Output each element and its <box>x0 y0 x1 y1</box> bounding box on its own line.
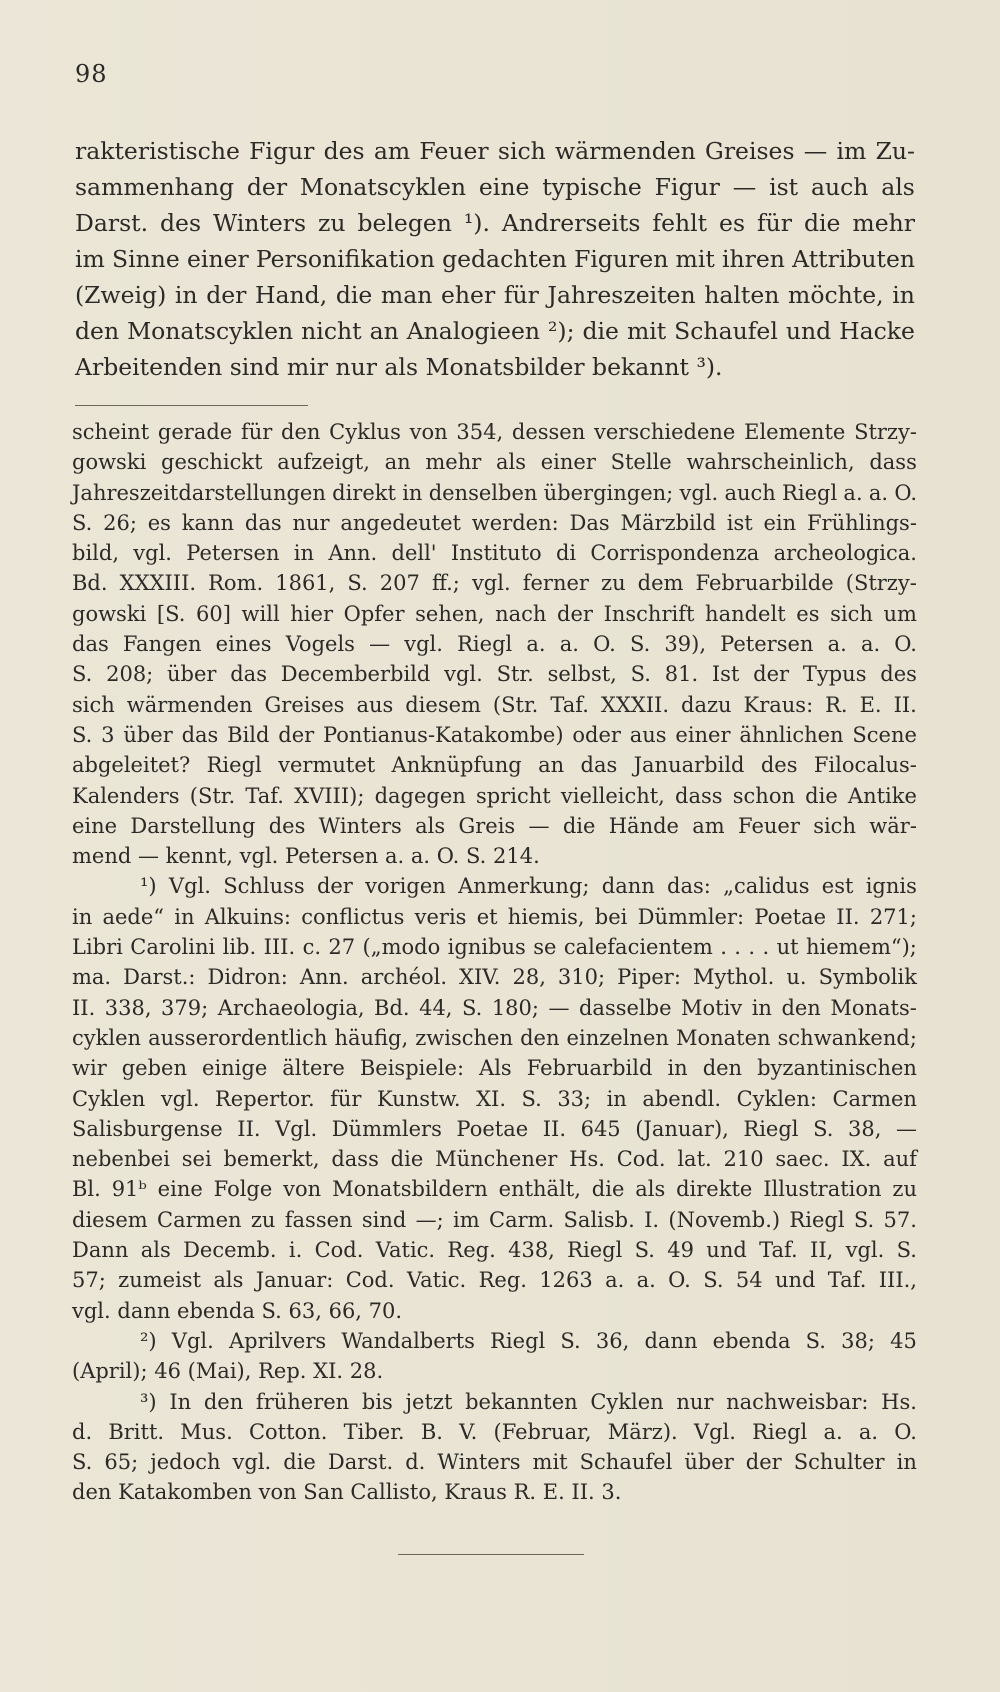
main-line: Arbeitenden sind mir nur als Monatsbilder bekannt ³). <box>75 353 723 381</box>
footnote-line: das Fangen eines Vogels — vgl. Riegl a. a. O. S. 39), Petersen a. a. O. <box>72 632 917 657</box>
footnote-line: Dann als Decemb. i. Cod. Vatic. Reg. 438, Riegl S. 49 und Taf. II, vgl. S. <box>72 1238 917 1263</box>
footnote-line: sich wärmenden Greises aus diesem (Str. Taf. XXXII. dazu Kraus: R. E. II. <box>72 692 917 717</box>
main-line: sammenhang der Monatscyklen eine typische Figur — ist auch als <box>75 173 915 201</box>
main-line: (Zweig) in der Hand, die man eher für Jahreszeiten halten möchte, in <box>75 281 915 309</box>
main-line: Darst. des Winters zu belegen ¹). Andrerseits fehlt es für die mehr <box>75 209 915 237</box>
footnote-line: 57; zumeist als Januar: Cod. Vatic. Reg. 1263 a. a. O. S. 54 und Taf. III., <box>72 1268 917 1293</box>
main-line: im Sinne einer Personifikation gedachten Figuren mit ihren Attributen <box>75 245 915 273</box>
footnote-line: Bl. 91ᵇ eine Folge von Monatsbildern enthält, die als direkte Illustration zu <box>72 1177 917 1202</box>
footnote-line: Salisburgense II. Vgl. Dümmlers Poetae II. 645 (Januar), Riegl S. 38, — <box>72 1116 917 1141</box>
footnote-line: gowski geschickt aufzeigt, an mehr als einer Stelle wahrscheinlich, dass <box>72 450 917 475</box>
main-text-block <box>75 133 915 385</box>
footnote-line: gowski [S. 60] will hier Opfer sehen, nach der Inschrift handelt es sich um <box>72 601 917 626</box>
footnote-line: in aede“ in Alkuins: conflictus veris et hiemis, bei Dümmler: Poetae II. 271; <box>72 904 917 929</box>
footnote-line: S. 65; jedoch vgl. die Darst. d. Winters mit Schaufel über der Schulter in <box>72 1450 917 1475</box>
footnote-2-start: ²) Vgl. Aprilvers Wandalberts Riegl S. 36, dann ebenda S. 38; 45 <box>140 1328 917 1353</box>
footnote-line: den Katakomben von San Callisto, Kraus R. E. II. 3. <box>72 1480 622 1505</box>
footnotes-block <box>72 417 917 1508</box>
footnote-line: d. Britt. Mus. Cotton. Tiber. B. V. (Februar, März). Vgl. Riegl a. a. O. <box>72 1419 917 1444</box>
footnote-line: Kalenders (Str. Taf. XVIII); dagegen spricht vielleicht, dass schon die Antike <box>72 783 917 808</box>
footnote-line: wir geben einige ältere Beispiele: Als Februarbild in den byzantinischen <box>72 1056 917 1081</box>
footnote-3-start: ³) In den früheren bis jetzt bekannten Cyklen nur nachweisbar: Hs. <box>140 1389 917 1414</box>
footnote-line: eine Darstellung des Winters als Greis — die Hände am Feuer sich wär- <box>72 813 917 838</box>
footnote-line: mend — kennt, vgl. Petersen a. a. O. S. 214. <box>72 844 540 869</box>
footnote-line: bild, vgl. Petersen in Ann. dell' Instituto di Corrispondenza archeologica. <box>72 541 917 566</box>
footnote-line: vgl. dann ebenda S. 63, 66, 70. <box>72 1298 403 1323</box>
footnote-1-start: ¹) Vgl. Schluss der vorigen Anmerkung; dann das: „calidus est ignis <box>140 874 917 899</box>
footnote-line: (April); 46 (Mai), Rep. XI. 28. <box>72 1359 384 1384</box>
page-number: 98 <box>75 60 108 88</box>
end-rule <box>398 1554 584 1555</box>
footnote-line: cyklen ausserordentlich häufig, zwischen den einzelnen Monaten schwankend; <box>72 1025 917 1050</box>
footnote-line: Jahreszeitdarstellungen direkt in denselben übergingen; vgl. auch Riegl a. a. O. <box>72 480 917 505</box>
footnote-line: S. 3 über das Bild der Pontianus-Katakombe) oder aus einer ähnlichen Scene <box>72 722 917 747</box>
footnote-line: nebenbei sei bemerkt, dass die Münchener Hs. Cod. lat. 210 saec. IX. auf <box>72 1147 917 1172</box>
footnote-line: abgeleitet? Riegl vermutet Anknüpfung an das Januarbild des Filocalus- <box>72 753 917 778</box>
footnote-line: Bd. XXXIII. Rom. 1861, S. 207 ff.; vgl. ferner zu dem Februarbilde (Strzy- <box>72 571 917 596</box>
footnote-line: diesem Carmen zu fassen sind —; im Carm. Salisb. I. (Novemb.) Riegl S. 57. <box>72 1207 917 1232</box>
footnote-line: Libri Carolini lib. III. c. 27 („modo ignibus se calefacientem . . . . ut hiemem“); <box>72 935 917 960</box>
footnote-line: scheint gerade für den Cyklus von 354, dessen verschiedene Elemente Strzy- <box>72 420 917 444</box>
main-line: den Monatscyklen nicht an Analogieen ²); die mit Schaufel und Hacke <box>75 317 915 345</box>
main-line: rakteristische Figur des am Feuer sich wärmenden Greises — im Zu- <box>75 137 915 165</box>
footnote-line: ma. Darst.: Didron: Ann. archéol. XIV. 28, 310; Piper: Mythol. u. Symbolik <box>72 965 917 990</box>
footnote-line: S. 26; es kann das nur angedeutet werden: Das Märzbild ist ein Frühlings- <box>72 510 917 535</box>
footnote-line: II. 338, 379; Archaeologia, Bd. 44, S. 180; — dasselbe Motiv in den Monats- <box>72 995 917 1020</box>
footnote-line: S. 208; über das Decemberbild vgl. Str. selbst, S. 81. Ist der Typus des <box>72 662 917 687</box>
footnote-line: Cyklen vgl. Repertor. für Kunstw. XI. S. 33; in abendl. Cyklen: Carmen <box>72 1086 917 1111</box>
footnote-separator-rule <box>75 405 308 406</box>
